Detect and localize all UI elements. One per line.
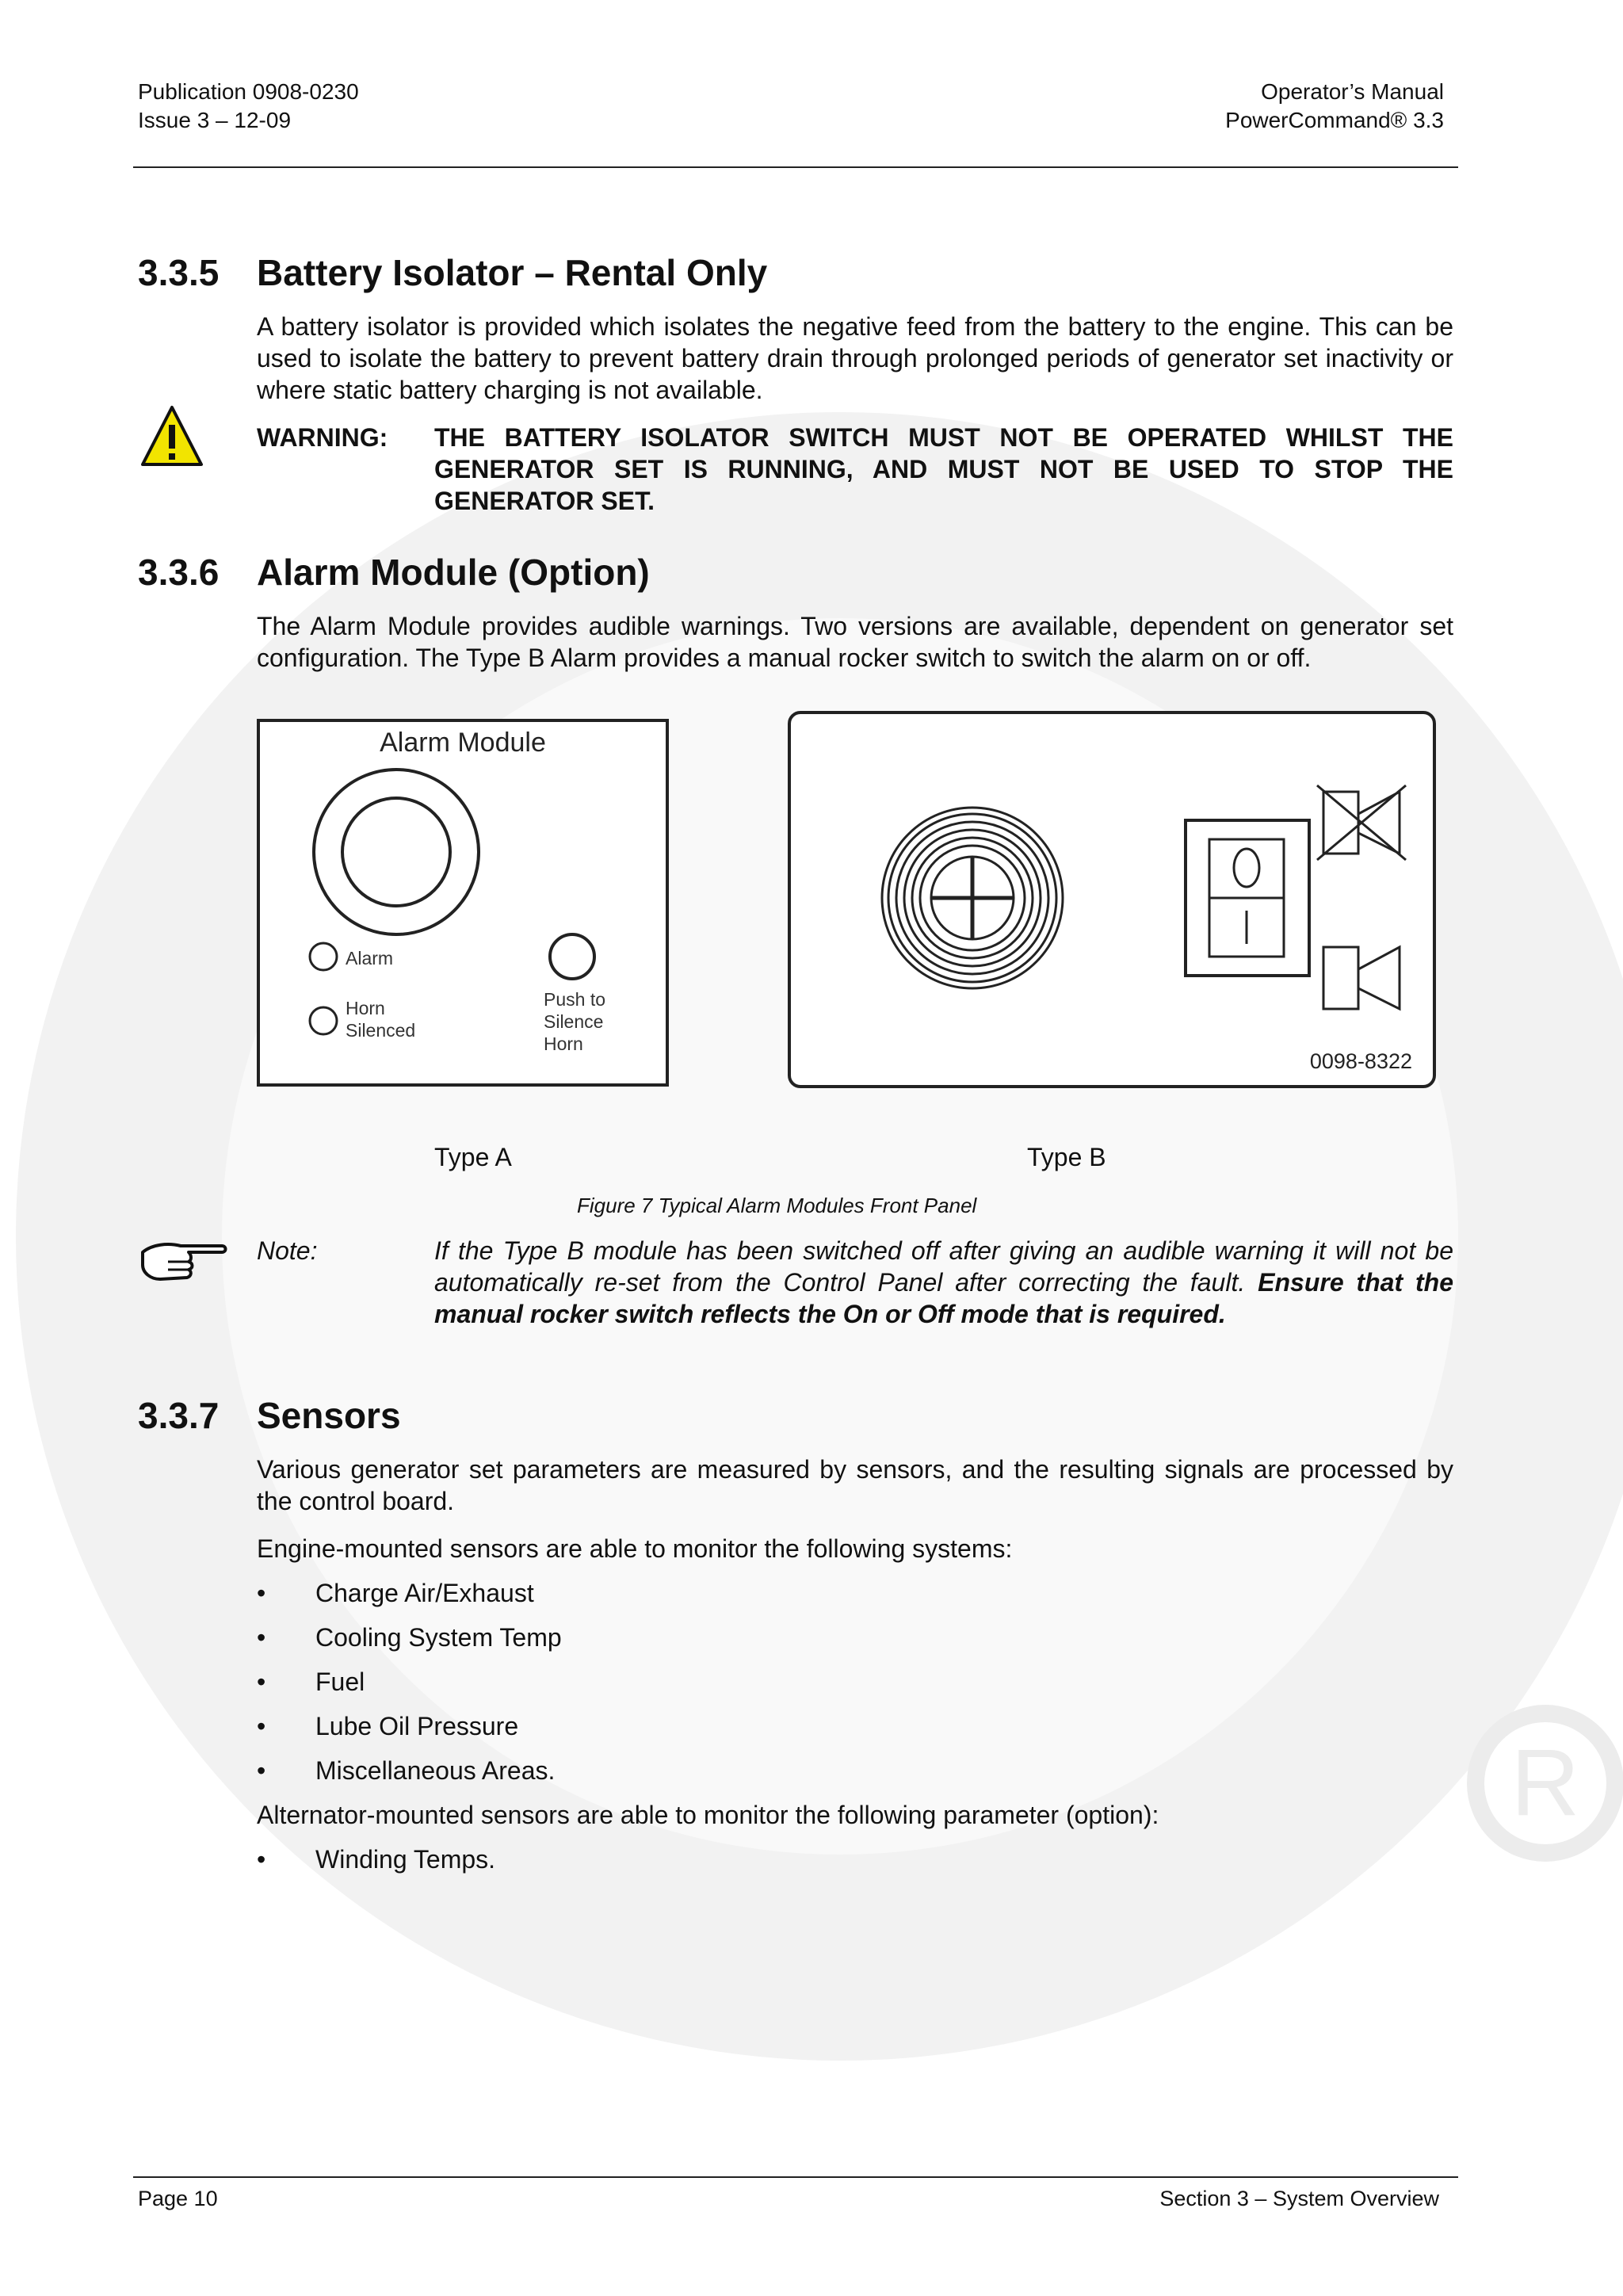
section-heading-3-3-7 (138, 1393, 401, 1438)
manual-title: Operator’s Manual (1261, 79, 1444, 104)
horn-silenced-label-1: Horn (346, 998, 385, 1018)
svg-text:R: R (1510, 1729, 1580, 1836)
push-label-2: Silence (544, 1011, 604, 1032)
product-name: PowerCommand® 3.3 (1225, 108, 1444, 132)
section-body-3-3-6 (257, 610, 1453, 674)
pointing-hand-icon (136, 1236, 230, 1286)
paragraph: A battery isolator is provided which isolates the negative feed from the battery to the engine. This can be used to isolate the battery to prevent battery drain through prolonged periods of generator set inactivity or where static battery charging is not available. (257, 312, 1453, 404)
paragraph: Alternator-mounted sensors are able to monitor the following parameter (option): (257, 1801, 1159, 1829)
section-number: 3.3.5 (138, 252, 220, 293)
section-title: Sensors (257, 1395, 401, 1436)
note-block (257, 1235, 1453, 1330)
warning-block (257, 422, 1453, 517)
section-body-3-3-7 (257, 1454, 1453, 1888)
warning-label: WARNING: (257, 423, 388, 452)
paragraph: Engine-mounted sensors are able to monitor the following systems: (257, 1534, 1013, 1563)
section-heading-3-3-6 (138, 550, 650, 594)
section-footer: Section 3 – System Overview (1159, 2187, 1439, 2210)
push-label-3: Horn (544, 1033, 583, 1054)
section-number: 3.3.6 (138, 552, 220, 593)
section-body-3-3-5 (257, 311, 1453, 406)
note-text (434, 1235, 1453, 1330)
figure-caption: Figure 7 Typical Alarm Modules Front Panel (577, 1194, 977, 1217)
engine-sensor-list (257, 1577, 1453, 1786)
horn-silenced-label-2: Silenced (346, 1020, 416, 1041)
alarm-modules-figure (254, 709, 1442, 1098)
paragraph: Various generator set parameters are measured by sensors, and the resulting signals are processed by the control board. (257, 1455, 1453, 1515)
paragraph: The Alarm Module provides audible warnings. Two versions are available, dependent on generator set configuration. The Type B Alarm provides a manual rocker switch to switch the alarm on or off. (257, 612, 1453, 672)
note-text-bold: Ensure that the manual rocker switch reflects the On or Off mode that is required. (434, 1268, 1454, 1328)
section-title: Alarm Module (Option) (257, 552, 650, 593)
header-rule (133, 166, 1458, 168)
warning-text: THE BATTERY ISOLATOR SWITCH MUST NOT BE OPERATED WHILST THE GENERATOR SET IS RUNNING, AND MUST NOT BE USED TO STOP THE GENERATOR SET. (434, 423, 1453, 515)
header-right (1225, 78, 1444, 135)
type-a-panel (258, 720, 667, 1085)
issue-number: Issue 3 – 12-09 (138, 108, 292, 132)
header-left (138, 78, 359, 135)
alternator-sensor-list (257, 1843, 1453, 1875)
alarm-lamp-label: Alarm (346, 948, 394, 968)
section-heading-3-3-5 (138, 250, 767, 295)
warning-triangle-icon (139, 404, 204, 468)
panel-a-title: Alarm Module (380, 728, 546, 758)
list-item: • Miscellaneous Areas. (257, 1755, 1453, 1786)
push-label-1: Push to (544, 989, 605, 1010)
list-item: • Cooling System Temp (257, 1622, 1453, 1653)
type-b-label: Type B (1027, 1143, 1106, 1171)
note-text-italic: If the Type B module has been switched off after giving an audible warning it will not be automatically re-set from the Control Panel after correcting the fault. (434, 1236, 1453, 1297)
section-number: 3.3.7 (138, 1395, 220, 1436)
type-b-panel (789, 712, 1434, 1087)
note-label: Note: (257, 1236, 318, 1265)
part-number: 0098-8322 (1309, 1049, 1412, 1073)
page-number: Page 10 (138, 2187, 218, 2210)
footer-rule (133, 2176, 1458, 2178)
type-a-label: Type A (434, 1143, 512, 1171)
list-item: • Fuel (257, 1666, 1453, 1698)
section-title: Battery Isolator – Rental Only (257, 252, 768, 293)
list-item: • Lube Oil Pressure (257, 1710, 1453, 1742)
list-item: • Charge Air/Exhaust (257, 1577, 1453, 1609)
list-item: • Winding Temps. (257, 1843, 1453, 1875)
publication-number: Publication 0908-0230 (138, 79, 359, 104)
